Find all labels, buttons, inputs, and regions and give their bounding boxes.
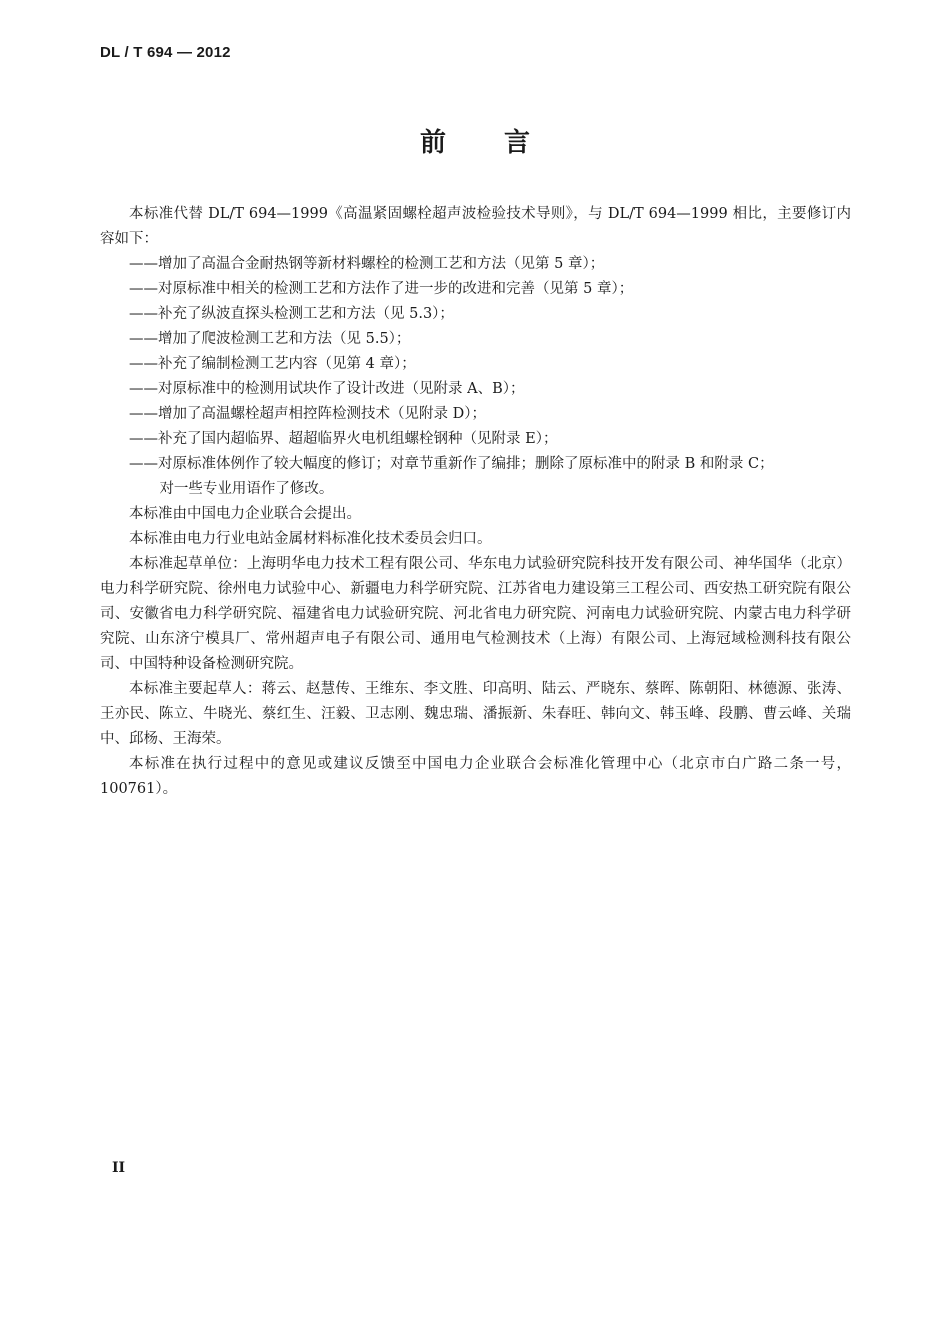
drafters-paragraph: 本标准主要起草人：蒋云、赵慧传、王维东、李文胜、印高明、陆云、严晓东、蔡晖、陈朝阳、林德源、张涛、王亦民、陈立、牛晓光、蔡红生、汪毅、卫志刚、魏忠瑞、潘振新、朱春旺、韩向文、韩玉峰、段鹏、曹云峰、关瑞中、邱杨、王海荣。 — [100, 681, 851, 747]
change-item-3: ——补充了纵波直探头检测工艺和方法（见 5.3）； — [129, 306, 454, 322]
proposer-paragraph: 本标准由中国电力企业联合会提出。 — [129, 506, 361, 522]
page-title: 前言 — [419, 128, 588, 158]
change-item-6: ——对原标准中的检测用试块作了设计改进（见附录 A、B）； — [129, 381, 525, 397]
change-item-1: ——增加了高温合金耐热钢等新材料螺栓的检测工艺和方法（见第 5 章）； — [129, 256, 605, 272]
change-item-2: ——对原标准中相关的检测工艺和方法作了进一步的改进和完善（见第 5 章）； — [129, 281, 634, 297]
change-item-7: ——增加了高温螺栓超声相控阵检测技术（见附录 D）； — [129, 406, 486, 422]
change-item-9 — [100, 452, 851, 502]
change-item-8: ——补充了国内超临界、超超临界火电机组螺栓钢种（见附录 E）； — [129, 431, 558, 447]
foreword-body — [100, 202, 851, 802]
change-item-4: ——增加了爬波检测工艺和方法（见 5.5）； — [129, 331, 411, 347]
change-item-9-line2: 对一些专业用语作了修改。 — [159, 481, 334, 497]
feedback-paragraph: 本标准在执行过程中的意见或建议反馈至中国电力企业联合会标准化管理中心（北京市白广路二条一号，100761）。 — [100, 756, 851, 797]
page-number: II — [112, 1160, 126, 1176]
intro-paragraph: 本标准代替 DL/T 694—1999《高温紧固螺栓超声波检验技术导则》，与 DL/T 694—1999 相比，主要修订内容如下： — [100, 206, 851, 247]
drafting-units-paragraph: 本标准起草单位：上海明华电力技术工程有限公司、华东电力试验研究院科技开发有限公司、神华国华（北京）电力科学研究院、徐州电力试验中心、新疆电力科学研究院、江苏省电力建设第三工程公司、西安热工研究院有限公司、安徽省电力科学研究院、福建省电力试验研究院、河北省电力研究院、河南电力试验研究院、内蒙古电力科学研究院、山东济宁模具厂、常州超声电子有限公司、通用电气检测技术（上海）有限公司、上海冠域检测科技有限公司、中国特种设备检测研究院。 — [100, 556, 851, 672]
standard-code: DL / T 694 — 2012 — [100, 44, 231, 61]
centralizer-paragraph: 本标准由电力行业电站金属材料标准化技术委员会归口。 — [129, 531, 492, 547]
change-item-5: ——补充了编制检测工艺内容（见第 4 章）； — [129, 356, 416, 372]
change-item-9-line1: ——对原标准体例作了较大幅度的修订；对章节重新作了编排；删除了原标准中的附录 B 和附录 C； — [129, 456, 774, 472]
